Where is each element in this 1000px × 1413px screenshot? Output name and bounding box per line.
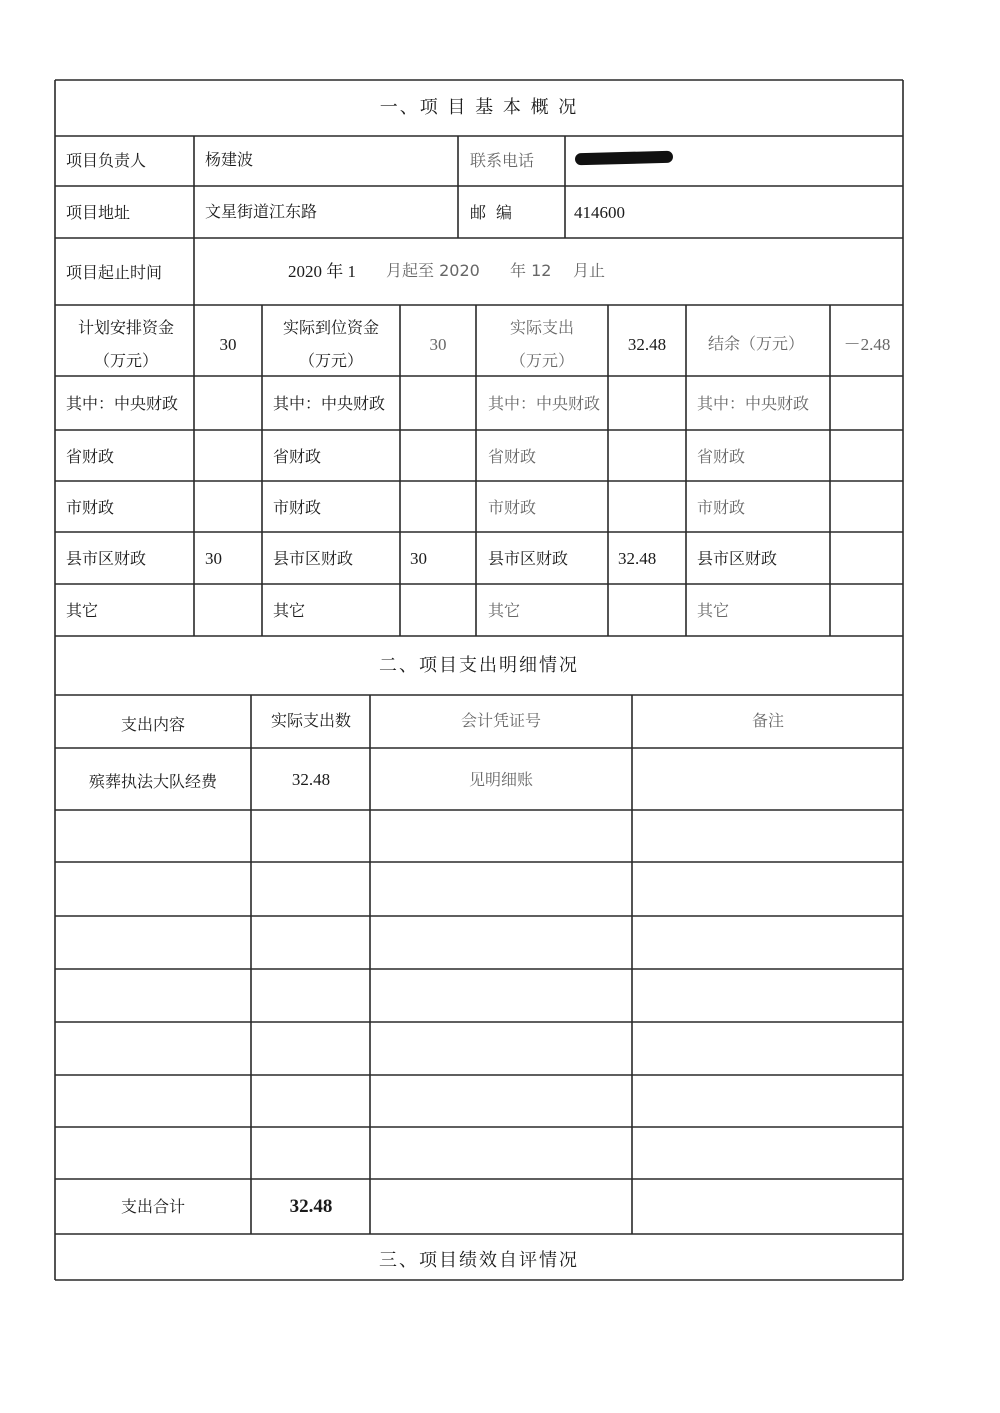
phone-label: 联系电话: [470, 151, 535, 170]
fund-row-balance-label: 其它: [697, 601, 730, 620]
arrived-value: 30: [429, 335, 447, 354]
address-label: 项目地址: [66, 203, 131, 222]
spent-label-2: （万元）: [509, 351, 575, 370]
fund-row-spent-label: 县市区财政: [488, 549, 569, 568]
balance-value: －2.48: [843, 335, 891, 354]
section2-title: 二、项目支出明细情况: [379, 655, 579, 676]
fund-row-label: 其它: [66, 601, 99, 620]
fund-row-arrived-label: 其中：中央财政: [273, 394, 386, 413]
fund-row-spent-label: 其中：中央财政: [488, 394, 601, 413]
total-value: 32.48: [289, 1196, 333, 1217]
fund-row-spent-label: 省财政: [488, 447, 537, 466]
fund-row-planned-value: 30: [205, 549, 222, 568]
period-start-year: 2020 年 1: [288, 262, 356, 281]
fund-row-label: 市财政: [66, 498, 115, 517]
arrived-label-2: （万元）: [298, 351, 364, 370]
period-label: 项目起止时间: [66, 263, 163, 282]
redacted-phone-mark: [575, 151, 673, 166]
fund-row-spent-label: 市财政: [488, 498, 537, 517]
fund-row-label: 其中：中央财政: [66, 394, 179, 413]
header-amount: 实际支出数: [270, 711, 352, 730]
leader-label: 项目负责人: [66, 151, 147, 170]
planned-value: 30: [219, 335, 237, 354]
section3-title: 三、项目绩效自评情况: [379, 1250, 579, 1271]
fund-row-label: 省财政: [66, 447, 115, 466]
period-end-suffix: 月止: [573, 261, 606, 280]
fund-row-label: 县市区财政: [66, 549, 147, 568]
header-voucher: 会计凭证号: [460, 711, 542, 730]
fund-row-balance-label: 市财政: [697, 498, 746, 517]
balance-label: 结余（万元）: [707, 334, 805, 353]
section1-title: 一、项 目 基 本 概 况: [379, 97, 579, 118]
fund-row-spent-value: 32.48: [618, 549, 657, 568]
fund-row-arrived-label: 市财政: [273, 498, 322, 517]
address-value: 文星街道江东路: [205, 202, 318, 221]
fund-row-arrived-label: 其它: [273, 601, 306, 620]
fund-row-balance-label: 省财政: [697, 447, 746, 466]
fund-row-arrived-value: 30: [410, 549, 427, 568]
spent-value: 32.48: [627, 335, 667, 354]
postcode-value: 414600: [574, 203, 625, 222]
fund-row-balance-label: 县市区财政: [697, 549, 778, 568]
planned-label-1: 计划安排资金: [77, 318, 175, 337]
fund-row-arrived-label: 县市区财政: [273, 549, 354, 568]
total-label: 支出合计: [120, 1197, 186, 1216]
detail-row-content: 殡葬执法大队经费: [88, 772, 218, 791]
leader-value: 杨建波: [205, 150, 254, 169]
postcode-label: 邮编: [470, 203, 523, 222]
period-start-suffix: 月起至 2020: [386, 261, 480, 280]
header-note: 备注: [751, 711, 785, 730]
arrived-label-1: 实际到位资金: [282, 318, 380, 337]
fund-row-balance-label: 其中：中央财政: [697, 394, 810, 413]
detail-row-voucher: 见明细账: [468, 770, 534, 789]
period-end-month: 年 12: [510, 261, 552, 280]
fund-row-arrived-label: 省财政: [273, 447, 322, 466]
fund-row-spent-label: 其它: [488, 601, 521, 620]
detail-row-amount: 32.48: [291, 770, 331, 789]
planned-label-2: （万元）: [93, 351, 159, 370]
spent-label-1: 实际支出: [509, 318, 575, 337]
header-content: 支出内容: [120, 715, 186, 734]
